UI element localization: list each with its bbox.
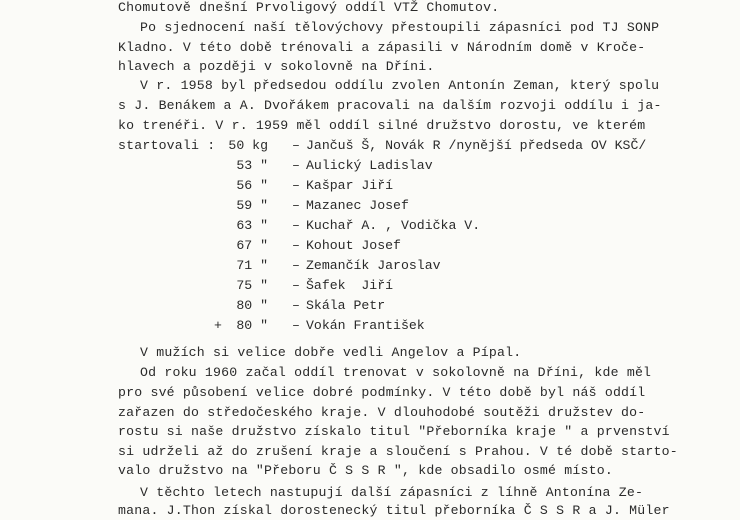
text-line: mana. J.Thon získal dorostenecký titul přeborníka Č S S R a J. Müler — [118, 503, 670, 518]
roster-lead: startovali : — [118, 138, 216, 153]
dash: – — [292, 158, 300, 173]
text-line: si udrželi až do zrušení kraje a sloučení s Prahou. V té době starto- — [118, 444, 678, 459]
dash: – — [292, 258, 300, 273]
weight-class: 59 " — [236, 198, 268, 213]
athlete-names: Zemančík Jaroslav — [306, 258, 441, 273]
dash: – — [292, 138, 300, 153]
text-line: ko trenéři. V r. 1959 měl oddíl silné družstvo dorostu, ve kterém — [118, 118, 646, 133]
weight-class: 50 kg — [228, 138, 268, 153]
weight-row — [214, 258, 694, 274]
weight-class: 75 " — [236, 278, 268, 293]
dash: – — [292, 298, 300, 313]
text-line: pro své působení velice dobré podmínky. V této době byl náš oddíl — [118, 385, 646, 400]
weight-row — [214, 238, 694, 254]
weight-row — [214, 218, 694, 234]
athlete-names: Kohout Josef — [306, 238, 401, 253]
text-line: zařazen do středočeského kraje. V dlouhodobé soutěži družstev do- — [118, 405, 646, 420]
dash: – — [292, 198, 300, 213]
weight-row — [214, 158, 694, 174]
dash: – — [292, 178, 300, 193]
weight-class: 67 " — [236, 238, 268, 253]
weight-class: 56 " — [236, 178, 268, 193]
weight-row — [214, 198, 694, 214]
text-line: s J. Benákem a A. Dvořákem pracovali na dalším rozvoji oddílu i ja- — [118, 98, 662, 113]
text-line: rostu si naše družstvo získalo titul "Přeborníka kraje " a prvenství — [118, 424, 670, 439]
text-line: V mužích si velice dobře vedli Angelov a Pípal. — [140, 345, 522, 360]
weight-class: 53 " — [236, 158, 268, 173]
text-line: V r. 1958 byl předsedou oddílu zvolen Antonín Zeman, který spolu — [140, 78, 660, 93]
dash: – — [292, 218, 300, 233]
text-line: Chomutově dnešní Prvoligový oddíl VTŽ Chomutov. — [118, 0, 500, 15]
athlete-names: Jančuš Š, Novák R /nynější předseda OV KSČ/ — [306, 138, 647, 153]
athlete-names: Kašpar Jiří — [306, 178, 394, 193]
dash: – — [292, 278, 300, 293]
weight-row — [214, 278, 694, 294]
weight-class: 63 " — [236, 218, 268, 233]
text-line: Kladno. V této době trénovali a zápasili v Národním domě v Kroče- — [118, 40, 646, 55]
weight-row — [214, 318, 694, 334]
text-line: V těchto letech nastupují další zápasníci z líhně Antonína Ze- — [140, 485, 644, 500]
weight-row — [214, 138, 694, 154]
weight-class: 80 " — [236, 318, 268, 333]
text-line: hlavech a později v sokolovně na Dříni. — [118, 59, 435, 74]
athlete-names: Vokán František — [306, 318, 425, 333]
weight-class: 80 " — [236, 298, 268, 313]
weight-row — [214, 178, 694, 194]
plus-prefix: + — [214, 318, 222, 333]
weight-row — [214, 298, 694, 314]
athlete-names: Aulický Ladislav — [306, 158, 433, 173]
athlete-names: Šafek Jiří — [306, 278, 394, 293]
dash: – — [292, 238, 300, 253]
athlete-names: Kuchař A. , Vodička V. — [306, 218, 481, 233]
weight-class: 71 " — [236, 258, 268, 273]
dash: – — [292, 318, 300, 333]
text-line: Od roku 1960 začal oddíl trenovat v sokolovně na Dříni, kde měl — [140, 365, 652, 380]
athlete-names: Skála Petr — [306, 298, 386, 313]
athlete-names: Mazanec Josef — [306, 198, 409, 213]
text-line: Po sjednocení naší tělovýchovy přestoupili zápasníci pod TJ SONP — [140, 20, 660, 35]
text-line: valo družstvo na "Přeboru Č S S R ", kde obsadilo osmé místo. — [118, 463, 613, 478]
